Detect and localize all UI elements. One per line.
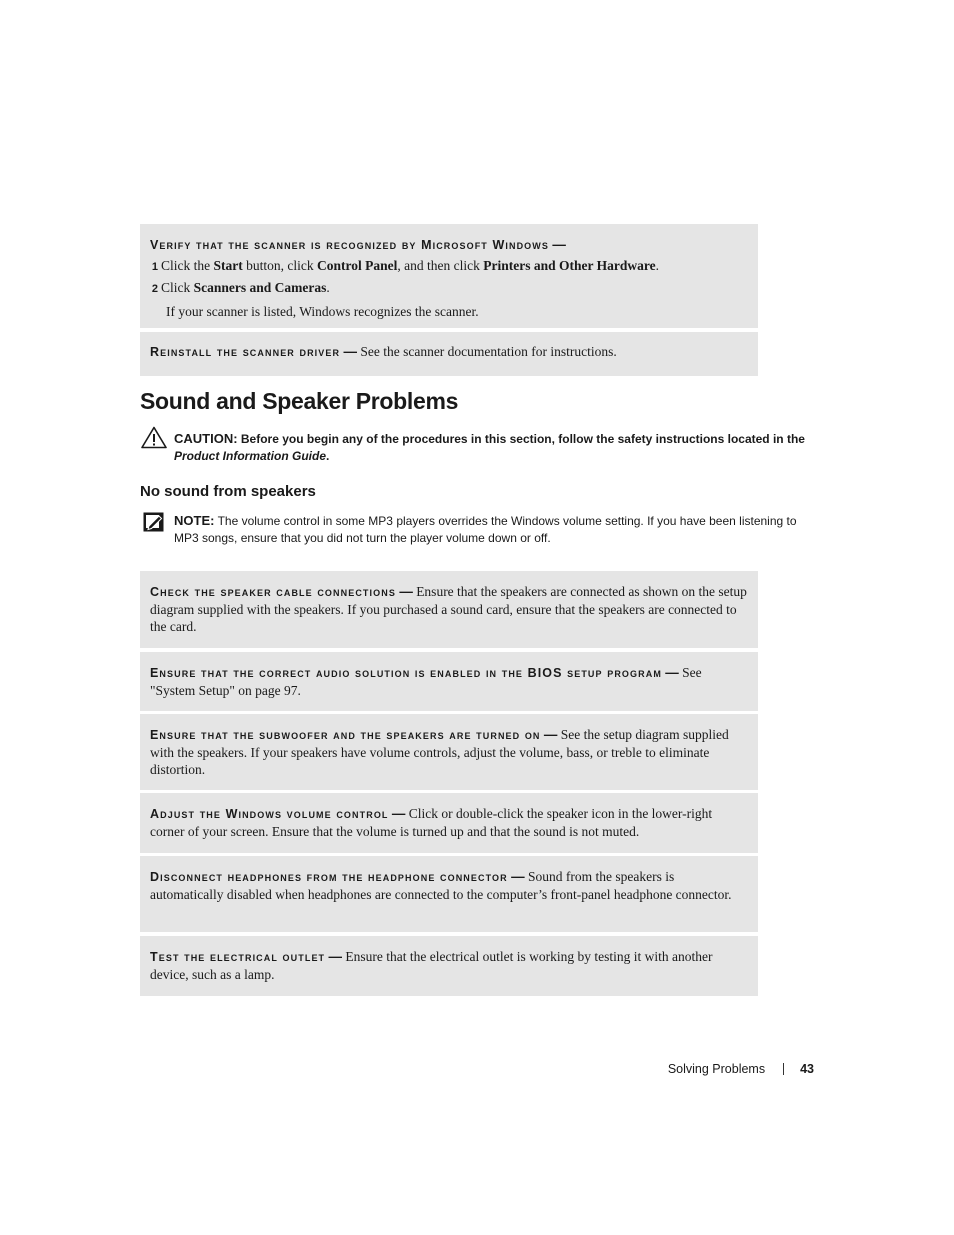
step-number: 1 [151,261,158,273]
em-dash: — [391,806,406,821]
step-text: button, click [242,258,317,273]
box-text: See the setup diagram supplied with the speakers. If your speakers have volume controls, adjust the volume, bass, or treble to eliminate distortion. [150,727,729,777]
verify-scanner-heading [150,236,748,254]
em-dash: — [399,584,413,599]
page-footer [620,1062,814,1076]
box-text: See the scanner documentation for instructions. [360,344,617,359]
guide-title: Product Information Guide [174,449,326,463]
caution-callout [174,430,819,465]
printers-hardware-ref: Printers and Other Hardware [483,258,656,273]
verify-scanner-box [140,224,758,328]
box-title: Disconnect headphones from the headphone connector [150,870,508,884]
box-title: Reinstall the scanner driver [150,345,341,359]
box-title: Ensure that the subwoofer and the speakers are turned on [150,728,541,742]
box-text: Sound from the speakers is automatically disabled when headphones are connected to the computer’s front-panel headphone connector. [150,869,732,902]
headphones-box [140,856,758,932]
box-text: Ensure that the speakers are connected as shown on the setup diagram supplied with the speakers. If you purchased a sound card, ensure that the speakers are connected to the card. [150,584,747,634]
step-text: . [655,258,659,273]
step-text: , and then click [397,258,484,273]
caution-label: CAUTION: [174,431,238,446]
step-number: 2 [151,283,158,295]
box-text: Click or double-click the speaker icon in the lower-right corner of your screen. Ensure that the volume is turned up and that the sound is not muted. [150,806,713,839]
check-cables-box [140,571,758,648]
speakers-on-box [140,714,758,790]
subsection-title: No sound from speakers [140,483,316,500]
note-callout [174,512,819,547]
audio-bios-box [140,652,758,711]
footer-section: Solving Problems [667,1062,766,1076]
em-dash: — [328,949,343,964]
box-text: See "System Setup" on page 97. [150,665,702,698]
footer-separator [783,1063,784,1075]
note-text: The volume control in some MP3 players overrides the Windows volume setting. If you have been listening to MP3 songs, ensure that you did not turn the player volume down or off. [174,514,797,545]
note-label: NOTE: [174,513,215,528]
step-1 [150,257,748,276]
section-title: Sound and Speaker Problems [140,388,459,414]
box-title: Verify that the scanner is recognized by Microsoft Windows [150,238,549,252]
verify-note: If your scanner is listed, Windows recognizes the scanner. [166,304,479,319]
page-number: 43 [800,1062,814,1076]
scanners-cameras-ref: Scanners and Cameras [193,280,327,295]
caution-end: . [326,449,330,463]
step-text: . [326,280,330,295]
em-dash: — [552,237,566,252]
windows-volume-box [140,793,758,853]
box-text: Ensure that the electrical outlet is working by testing it with another device, such as a lamp. [150,949,713,982]
caution-text: Before you begin any of the procedures in this section, follow the safety instructions located in the [240,432,805,446]
control-panel-ref: Control Panel [317,258,398,273]
box-title: Ensure that the correct audio solution is enabled in the BIOS setup program [150,666,662,680]
step-text: Click [161,280,194,295]
box-title: Check the speaker cable connections [150,585,396,599]
box-title: Test the electrical outlet [150,950,326,964]
step-2 [150,279,748,298]
em-dash: — [343,344,357,359]
em-dash: — [511,869,525,884]
electrical-outlet-box [140,936,758,996]
note-icon [143,512,164,532]
box-title: Adjust the Windows volume control [150,807,389,821]
em-dash: — [665,665,679,680]
reinstall-driver-box [140,332,758,376]
em-dash: — [543,727,558,742]
caution-icon [141,426,167,449]
step-text: Click the [161,258,214,273]
start-button-ref: Start [213,258,243,273]
